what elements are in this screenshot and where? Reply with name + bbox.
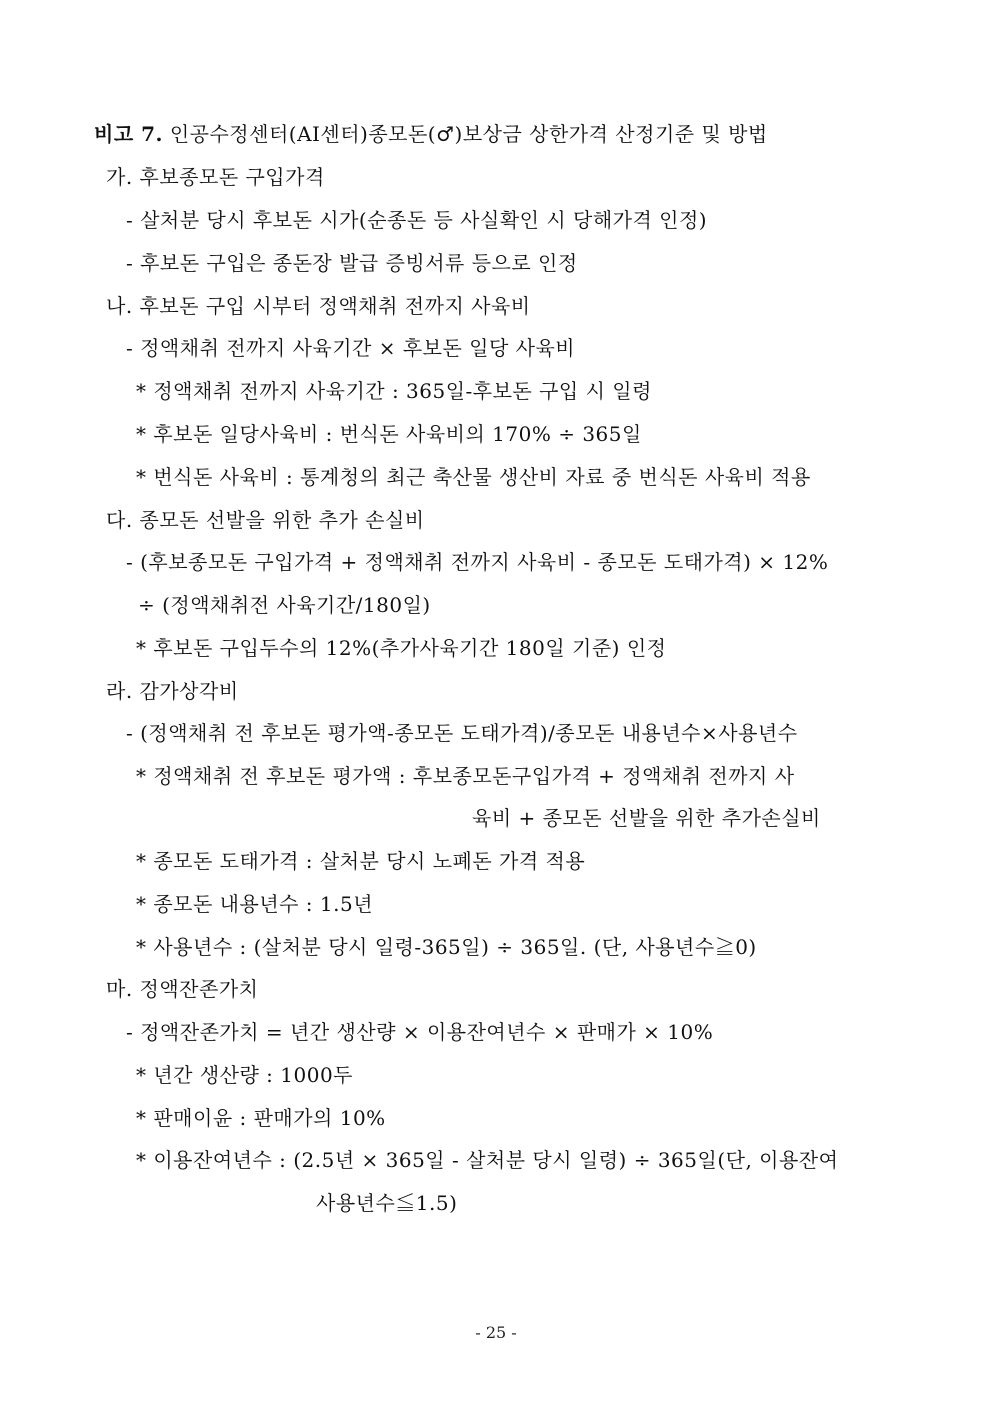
note-line: * 사용년수 : (살처분 당시 일령-365일) ÷ 365일. (단, 사용년수≧0) [136, 935, 757, 959]
note-line: * 후보돈 구입두수의 12%(추가사육기간 180일 기준) 인정 [136, 636, 667, 660]
section-title-number: 비고 7. [94, 122, 163, 146]
note-line: * 종모돈 도태가격 : 살처분 당시 노폐돈 가격 적용 [136, 849, 586, 873]
section-title [94, 122, 768, 146]
bullet-line: - 후보돈 구입은 종돈장 발급 증빙서류 등으로 인정 [126, 251, 578, 275]
heading-ga: 가. 후보종모돈 구입가격 [106, 165, 325, 189]
note-line: * 후보돈 일당사육비 : 번식돈 사육비의 170% ÷ 365일 [136, 422, 642, 446]
bullet-line: - 살처분 당시 후보돈 시가(순종돈 등 사실확인 시 당해가격 인정) [126, 208, 708, 232]
heading-ma: 마. 정액잔존가치 [106, 977, 259, 1001]
note-continuation: 사용년수≦1.5) [316, 1191, 458, 1215]
note-line: * 정액채취 전까지 사육기간 : 365일-후보돈 구입 시 일령 [136, 379, 652, 403]
heading-ra: 라. 감가상각비 [106, 679, 239, 703]
section-title-text: 인공수정센터(AI센터)종모돈(♂)보상금 상한가격 산정기준 및 방법 [162, 122, 768, 146]
heading-na: 나. 후보돈 구입 시부터 정액채취 전까지 사육비 [106, 294, 531, 318]
bullet-continuation: ÷ (정액채취전 사육기간/180일) [138, 593, 431, 617]
bullet-line: - 정액잔존가치 = 년간 생산량 × 이용잔여년수 × 판매가 × 10% [126, 1020, 714, 1044]
note-line: * 번식돈 사육비 : 통계청의 최근 축산물 생산비 자료 중 번식돈 사육비 적용 [136, 465, 811, 489]
note-line: * 년간 생산량 : 1000두 [136, 1063, 353, 1087]
note-continuation: 육비 + 종모돈 선발을 위한 추가손실비 [472, 806, 821, 830]
note-line: * 정액채취 전 후보돈 평가액 : 후보종모돈구입가격 + 정액채취 전까지 사 [136, 764, 795, 788]
heading-da: 다. 종모돈 선발을 위한 추가 손실비 [106, 508, 425, 532]
note-line: * 판매이윤 : 판매가의 10% [136, 1106, 386, 1130]
bullet-line: - (후보종모돈 구입가격 + 정액채취 전까지 사육비 - 종모돈 도태가격) × 12% [126, 550, 829, 574]
page-number: - 25 - [475, 1323, 517, 1342]
note-line: * 이용잔여년수 : (2.5년 × 365일 - 살처분 당시 일령) ÷ 365일(단, 이용잔여 [136, 1148, 839, 1172]
note-line: * 종모돈 내용년수 : 1.5년 [136, 892, 374, 916]
bullet-line: - (정액채취 전 후보돈 평가액-종모돈 도태가격)/종모돈 내용년수×사용년수 [126, 721, 798, 745]
bullet-line: - 정액채취 전까지 사육기간 × 후보돈 일당 사육비 [126, 336, 576, 360]
